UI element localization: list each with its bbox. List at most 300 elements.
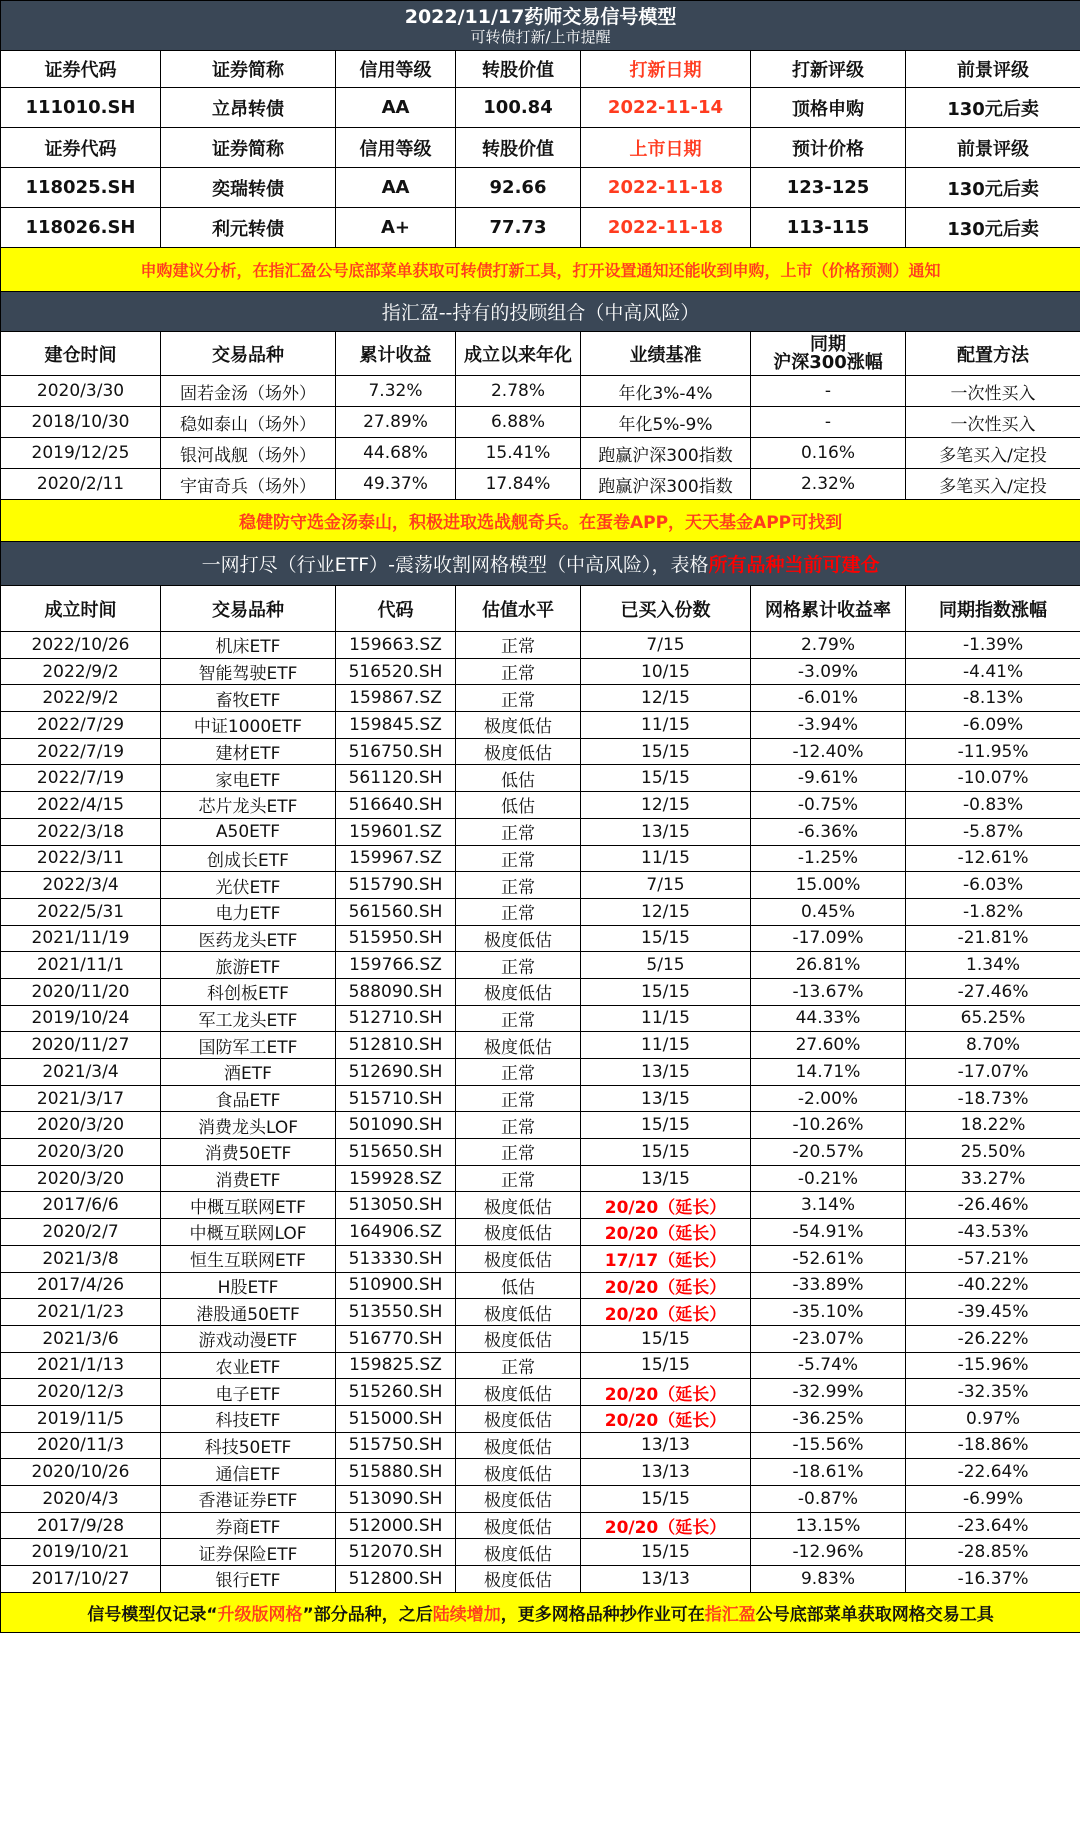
cell: 2020/3/30 [1,376,161,407]
cell: 130元后卖 [906,208,1080,248]
cell: 港股通50ETF [161,1299,336,1326]
cell: 2022-11-18 [581,208,751,248]
cell: 芯片龙头ETF [161,792,336,819]
cell: -6.99% [906,1486,1080,1513]
cell: 立昂转债 [161,88,336,128]
cell: -32.35% [906,1379,1080,1406]
cell: 13/15 [581,1059,751,1086]
cell: 20/20（延长） [581,1192,751,1219]
cell: -15.56% [751,1432,906,1459]
etf-row [1,1192,1080,1219]
cell: 13/15 [581,818,751,845]
cell: -20.57% [751,1139,906,1166]
cell: 13/13 [581,1432,751,1459]
cell: 正常 [456,818,581,845]
cell: 2020/3/20 [1,1165,161,1192]
cb-header-row-2 [1,128,1080,168]
etf-row [1,1219,1080,1246]
col-header: 累计收益 [336,332,456,376]
cell: H股ETF [161,1272,336,1299]
cell: 118025.SH [1,168,161,208]
cell: 20/20（延长） [581,1512,751,1539]
cell: 561560.SH [336,898,456,925]
col-header: 建仓时间 [1,332,161,376]
etf-row [1,1539,1080,1566]
cell: 极度低估 [456,1512,581,1539]
cb-row [1,88,1080,128]
cell: 2019/12/25 [1,438,161,469]
cell: 机床ETF [161,632,336,659]
col-header: 证券代码 [1,128,161,168]
cell: 159967.SZ [336,845,456,872]
cell: 消费龙头LOF [161,1112,336,1139]
cell: 顶格申购 [751,88,906,128]
cell: 利元转债 [161,208,336,248]
cb-note: 申购建议分析，在指汇盈公号底部菜单获取可转债打新工具，打开设置通知还能收到申购，上市（价格预测）通知 [1,248,1080,292]
page-subtitle: 可转债打新/上市提醒 [470,27,611,46]
cell: 极度低估 [456,1299,581,1326]
cell: 中概互联网LOF [161,1219,336,1246]
cell: 65.25% [906,1005,1080,1032]
cell: 畜牧ETF [161,685,336,712]
col-header: 上市日期 [581,128,751,168]
cell: 513330.SH [336,1245,456,1272]
footer-text: 公号底部菜单获取网格交易工具 [755,1604,994,1625]
etf-row [1,925,1080,952]
cell: -1.25% [751,845,906,872]
cell: 159825.SZ [336,1352,456,1379]
col-header: 交易品种 [161,586,336,632]
col-header: 已买入份数 [581,586,751,632]
cell: -2.00% [751,1085,906,1112]
cell: 2020/3/20 [1,1112,161,1139]
cell: 2.78% [456,376,581,407]
cell: 20/20（延长） [581,1299,751,1326]
cell: 2021/1/13 [1,1352,161,1379]
cell: 正常 [456,952,581,979]
footer-text: ”部分品种，之后 [302,1604,433,1625]
cell: - [751,407,906,438]
cell: 25.50% [906,1139,1080,1166]
cell: 极度低估 [456,1486,581,1513]
cell: 13.15% [751,1512,906,1539]
col-header: 成立以来年化 [456,332,581,376]
cell: -6.09% [906,712,1080,739]
etf-row [1,765,1080,792]
etf-row [1,1299,1080,1326]
cell: 516750.SH [336,738,456,765]
cell: 15/15 [581,1112,751,1139]
cell: 低估 [456,1272,581,1299]
cell: 正常 [456,1139,581,1166]
col-header: 网格累计收益率 [751,586,906,632]
cell: 561120.SH [336,765,456,792]
cell: 512690.SH [336,1059,456,1086]
cell: 12/15 [581,898,751,925]
cell: A50ETF [161,818,336,845]
cell: 26.81% [751,952,906,979]
cell: 光伏ETF [161,872,336,899]
cell: 13/15 [581,1165,751,1192]
cell: 电力ETF [161,898,336,925]
cell: 家电ETF [161,765,336,792]
cell: 100.84 [456,88,581,128]
cell: 正常 [456,1112,581,1139]
etf-row [1,818,1080,845]
etf-row [1,1272,1080,1299]
cell: 证券保险ETF [161,1539,336,1566]
cell: 正常 [456,1085,581,1112]
cell: AA [336,88,456,128]
cell: 20/20（延长） [581,1405,751,1432]
cell: 游戏动漫ETF [161,1325,336,1352]
cell: -5.74% [751,1352,906,1379]
cell: -23.64% [906,1512,1080,1539]
cell: -52.61% [751,1245,906,1272]
cell: 11/15 [581,712,751,739]
etf-row [1,872,1080,899]
cell: -26.46% [906,1192,1080,1219]
cell: 2022/4/15 [1,792,161,819]
cell: 银河战舰（场外） [161,438,336,469]
cell: 123-125 [751,168,906,208]
cell: -12.96% [751,1539,906,1566]
portfolio-row [1,438,1080,469]
cell: -15.96% [906,1352,1080,1379]
cell: 2022/5/31 [1,898,161,925]
etf-row [1,1486,1080,1513]
cell: 2022/3/18 [1,818,161,845]
cell: 农业ETF [161,1352,336,1379]
cell: 8.70% [906,1032,1080,1059]
cell: -10.26% [751,1112,906,1139]
cell: 券商ETF [161,1512,336,1539]
cell: 159601.SZ [336,818,456,845]
cell: 20/20（延长） [581,1219,751,1246]
cell: 一次性买入 [906,376,1080,407]
cell: -28.85% [906,1539,1080,1566]
etf-row [1,632,1080,659]
cell: -12.40% [751,738,906,765]
cell: 515260.SH [336,1379,456,1406]
col-header-line: 同期 [810,333,846,355]
cell: -22.64% [906,1459,1080,1486]
cell: -12.61% [906,845,1080,872]
cell: 159928.SZ [336,1165,456,1192]
cell: AA [336,168,456,208]
cell: -3.94% [751,712,906,739]
cell: -1.39% [906,632,1080,659]
cell: 513550.SH [336,1299,456,1326]
cell: 588090.SH [336,978,456,1005]
portfolio-note-row [1,500,1080,542]
cell: 极度低估 [456,1432,581,1459]
cell: -33.89% [751,1272,906,1299]
col-header: 代码 [336,586,456,632]
col-header: 交易品种 [161,332,336,376]
col-header: 前景评级 [906,128,1080,168]
cell: 44.33% [751,1005,906,1032]
cell: 2021/3/6 [1,1325,161,1352]
cell: 513050.SH [336,1192,456,1219]
cell: 111010.SH [1,88,161,128]
cell: 512810.SH [336,1032,456,1059]
etf-row [1,845,1080,872]
cell: 2020/11/3 [1,1432,161,1459]
cell: 15/15 [581,1352,751,1379]
etf-row [1,1566,1080,1593]
cell: 2020/11/27 [1,1032,161,1059]
etf-row [1,1059,1080,1086]
cell: 国防军工ETF [161,1032,336,1059]
col-header: 信用等级 [336,51,456,88]
cell: 通信ETF [161,1459,336,1486]
cell: 中概互联网ETF [161,1192,336,1219]
cell: -43.53% [906,1219,1080,1246]
cell: 77.73 [456,208,581,248]
cell: 极度低估 [456,1325,581,1352]
cell: 年化5%-9% [581,407,751,438]
cell: 501090.SH [336,1112,456,1139]
cell: 香港证券ETF [161,1486,336,1513]
cell: 15.41% [456,438,581,469]
etf-row [1,658,1080,685]
cell: 512000.SH [336,1512,456,1539]
cell: 130元后卖 [906,88,1080,128]
etf-row [1,1379,1080,1406]
cell: 15/15 [581,1325,751,1352]
cell: 2022/7/19 [1,765,161,792]
cell: 正常 [456,1005,581,1032]
cell: 极度低估 [456,925,581,952]
cell: 多笔买入/定投 [906,469,1080,500]
etf-title-highlight: 所有品种当前可建仓 [708,554,880,576]
etf-row [1,685,1080,712]
cell: 正常 [456,658,581,685]
cell: 27.89% [336,407,456,438]
cell: -23.07% [751,1325,906,1352]
title-row [1,1,1080,51]
cell: 极度低估 [456,738,581,765]
cell: 科创板ETF [161,978,336,1005]
cell: 515650.SH [336,1139,456,1166]
cell: -6.03% [906,872,1080,899]
col-header: 成立时间 [1,586,161,632]
cell: 2017/10/27 [1,1566,161,1593]
footer-highlight: 陆续增加 [432,1604,501,1625]
cell: 恒生互联网ETF [161,1245,336,1272]
cell: 电子ETF [161,1379,336,1406]
cell: 159867.SZ [336,685,456,712]
cell: -16.37% [906,1566,1080,1593]
etf-row [1,1139,1080,1166]
cell: 智能驾驶ETF [161,658,336,685]
cell: 0.45% [751,898,906,925]
col-header: 信用等级 [336,128,456,168]
cell: 2022/7/19 [1,738,161,765]
cb-note-row [1,248,1080,292]
cell: 正常 [456,685,581,712]
cell: 2.79% [751,632,906,659]
cell: 20/20（延长） [581,1272,751,1299]
cell: 159663.SZ [336,632,456,659]
cell: -0.83% [906,792,1080,819]
cell: 17.84% [456,469,581,500]
cell: 消费ETF [161,1165,336,1192]
cell: 军工龙头ETF [161,1005,336,1032]
col-header: 预计价格 [751,128,906,168]
portfolio-header-row [1,332,1080,376]
cell: -18.73% [906,1085,1080,1112]
cell: - [751,376,906,407]
cell: -18.61% [751,1459,906,1486]
cell: 2021/11/19 [1,925,161,952]
cell: -27.46% [906,978,1080,1005]
cell: 2018/10/30 [1,407,161,438]
cell: 49.37% [336,469,456,500]
cell: 515710.SH [336,1085,456,1112]
cell: 9.83% [751,1566,906,1593]
etf-row [1,1085,1080,1112]
cell: 164906.SZ [336,1219,456,1246]
cell: 159766.SZ [336,952,456,979]
footer-text: ，更多网格品种抄作业可在 [500,1604,705,1625]
footer-note [1,1592,1080,1632]
cell: 18.22% [906,1112,1080,1139]
etf-row [1,898,1080,925]
cell: 2022-11-18 [581,168,751,208]
cell: -1.82% [906,898,1080,925]
cell: 7/15 [581,872,751,899]
etf-row [1,1032,1080,1059]
cell: 正常 [456,872,581,899]
cell: 2022/10/26 [1,632,161,659]
cell: 医药龙头ETF [161,925,336,952]
col-header [751,332,906,376]
etf-row [1,1325,1080,1352]
portfolio-row [1,376,1080,407]
cell: 跑赢沪深300指数 [581,469,751,500]
cell: 2021/11/1 [1,952,161,979]
cell: 2021/3/4 [1,1059,161,1086]
page-title: 2022/11/17药师交易信号模型 [404,5,677,28]
etf-row [1,712,1080,739]
etf-rows [1,632,1080,1593]
cell: 正常 [456,898,581,925]
cell: 15.00% [751,872,906,899]
etf-title-text: 一网打尽（行业ETF）-震荡收割网格模型（中高风险），表格 [201,554,709,576]
etf-row [1,1165,1080,1192]
col-header: 证券简称 [161,51,336,88]
cell: 2022/7/29 [1,712,161,739]
cell: 极度低估 [456,1379,581,1406]
etf-row [1,1245,1080,1272]
cell: 2022/9/2 [1,685,161,712]
cell: 2020/2/11 [1,469,161,500]
cell: -4.41% [906,658,1080,685]
cell: -5.87% [906,818,1080,845]
cell: 2.32% [751,469,906,500]
cell: -6.01% [751,685,906,712]
cell: -6.36% [751,818,906,845]
etf-title [1,542,1080,586]
cell: 0.97% [906,1405,1080,1432]
cell: 极度低估 [456,1192,581,1219]
cell: 15/15 [581,978,751,1005]
etf-row [1,1352,1080,1379]
cell: -13.67% [751,978,906,1005]
etf-title-row [1,542,1080,586]
cell: 正常 [456,1165,581,1192]
cell: 稳如泰山（场外） [161,407,336,438]
cell: 食品ETF [161,1085,336,1112]
cell: 27.60% [751,1032,906,1059]
cell: 科技50ETF [161,1432,336,1459]
cell: 515000.SH [336,1405,456,1432]
cell: -40.22% [906,1272,1080,1299]
cell: 13/13 [581,1566,751,1593]
cell: 正常 [456,1352,581,1379]
etf-row [1,1405,1080,1432]
cell: -17.09% [751,925,906,952]
cell: 酒ETF [161,1059,336,1086]
cell: -3.09% [751,658,906,685]
cell: -9.61% [751,765,906,792]
cell: 2021/1/23 [1,1299,161,1326]
cell: 消费50ETF [161,1139,336,1166]
cell: 旅游ETF [161,952,336,979]
cell: 宇宙奇兵（场外） [161,469,336,500]
cell: 10/15 [581,658,751,685]
cell: 固若金汤（场外） [161,376,336,407]
cell: 极度低估 [456,1405,581,1432]
cell: 2021/3/8 [1,1245,161,1272]
cell: -32.99% [751,1379,906,1406]
col-header: 同期指数涨幅 [906,586,1080,632]
cell: 创成长ETF [161,845,336,872]
cell: -57.21% [906,1245,1080,1272]
cell: 512070.SH [336,1539,456,1566]
cell: 12/15 [581,685,751,712]
cell: 7.32% [336,376,456,407]
cell: 44.68% [336,438,456,469]
cell: 银行ETF [161,1566,336,1593]
cell: 极度低估 [456,1459,581,1486]
cell: 2019/10/24 [1,1005,161,1032]
cell: 7/15 [581,632,751,659]
cell: A+ [336,208,456,248]
cell: 5/15 [581,952,751,979]
cell: 33.27% [906,1165,1080,1192]
etf-row [1,1005,1080,1032]
cell: 2017/9/28 [1,1512,161,1539]
etf-row [1,1459,1080,1486]
cell: 2019/10/21 [1,1539,161,1566]
cell: 159845.SZ [336,712,456,739]
cell: 科技ETF [161,1405,336,1432]
cell: 11/15 [581,1005,751,1032]
cell: 20/20（延长） [581,1379,751,1406]
cell: 低估 [456,765,581,792]
etf-row [1,952,1080,979]
cell: 113-115 [751,208,906,248]
cell: -26.22% [906,1325,1080,1352]
cell: 11/15 [581,1032,751,1059]
cell: 515750.SH [336,1432,456,1459]
col-header: 转股价值 [456,128,581,168]
portfolio-title: 指汇盈--持有的投顾组合（中高风险） [1,292,1080,332]
cell: 3.14% [751,1192,906,1219]
